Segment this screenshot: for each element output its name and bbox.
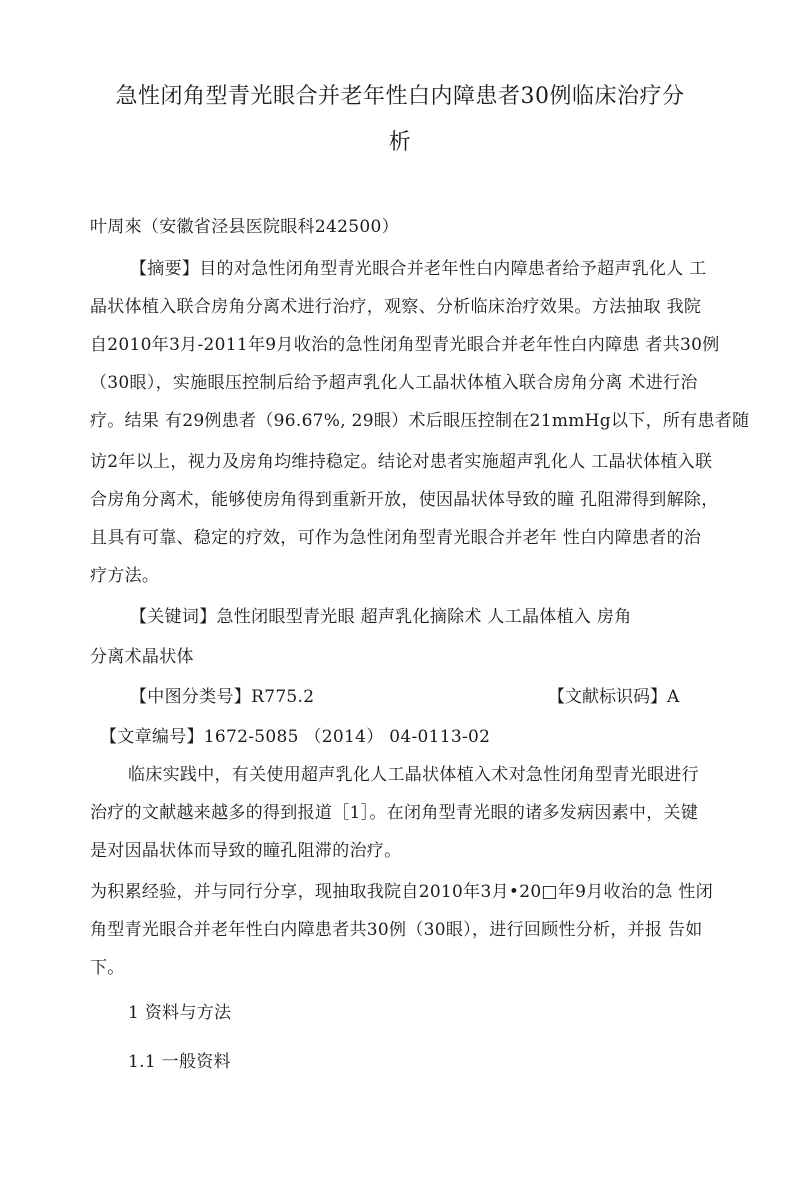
- abstract-line: 且具有可靠、稳定的疗效，可作为急性闭角型青光眼合并老年 性白内障患者的治: [90, 528, 702, 548]
- section-heading-1-1: 1.1 一般资料: [128, 1052, 231, 1072]
- abstract-line: 疗。结果 有29例患者（96.67%, 29眼）术后眼压控制在21mmHg以下，所有患者随: [90, 411, 750, 431]
- intro-line: 临床实践中，有关使用超声乳化人工晶状体植入术对急性闭角型青光眼进行: [128, 765, 699, 785]
- intro-line: 角型青光眼合并老年性白内障患者共30例（30眼），进行回顾性分析，并报 告如: [90, 920, 703, 940]
- keywords-line: 【关键词】急性闭眼型青光眼 超声乳化摘除术 人工晶体植入 房角: [130, 607, 632, 627]
- intro-line: 为积累经验，并与同行分享，现抽取我院自2010年3月•20□年9月收治的急 性闭: [90, 882, 714, 902]
- title-line-2: 析: [388, 130, 412, 155]
- intro-line: 是对因晶状体而导致的瞳孔阻滞的治疗。: [90, 841, 402, 861]
- abstract-line: 【摘要】目的对急性闭角型青光眼合并老年性白内障患者给予超声乳化人 工: [130, 259, 707, 279]
- abstract-line: 晶状体植入联合房角分离术进行治疗，观察、分析临床治疗效果。方法抽取 我院: [90, 297, 702, 317]
- keywords-line: 分离术晶状体: [90, 647, 194, 667]
- abstract-line: （30眼），实施眼压控制后给予超声乳化人工晶状体植入联合房角分离 术进行治: [90, 373, 698, 393]
- intro-line: 下。: [90, 958, 125, 978]
- document-code: 【文献标识码】A: [548, 687, 680, 707]
- abstract-line: 访2年以上，视力及房角均维持稳定。结论对患者实施超声乳化人 工晶状体植入联: [90, 452, 713, 472]
- article-number: 【文章编号】1672-5085 （2014） 04-0113-02: [100, 727, 491, 747]
- abstract-line: 疗方法。: [90, 566, 160, 586]
- clc-number: 【中图分类号】R775.2: [130, 687, 315, 707]
- intro-line: 治疗的文献越来越多的得到报道［1］。在闭角型青光眼的诸多发病因素中，关键: [90, 803, 699, 823]
- abstract-line: 合房角分离术，能够使房角得到重新开放，使因晶状体导致的瞳 孔阻滞得到解除，: [90, 490, 719, 510]
- section-heading-1: 1 资料与方法: [128, 1003, 232, 1023]
- abstract-line: 自2010年3月-2011年9月收治的急性闭角型青光眼合并老年性白内障患 者共30例: [90, 335, 720, 355]
- title-line-1: 急性闭角型青光眼合并老年性白内障患者30例临床治疗分: [115, 84, 685, 109]
- author-affiliation: 叶周來（安徽省泾县医院眼科242500）: [90, 217, 399, 237]
